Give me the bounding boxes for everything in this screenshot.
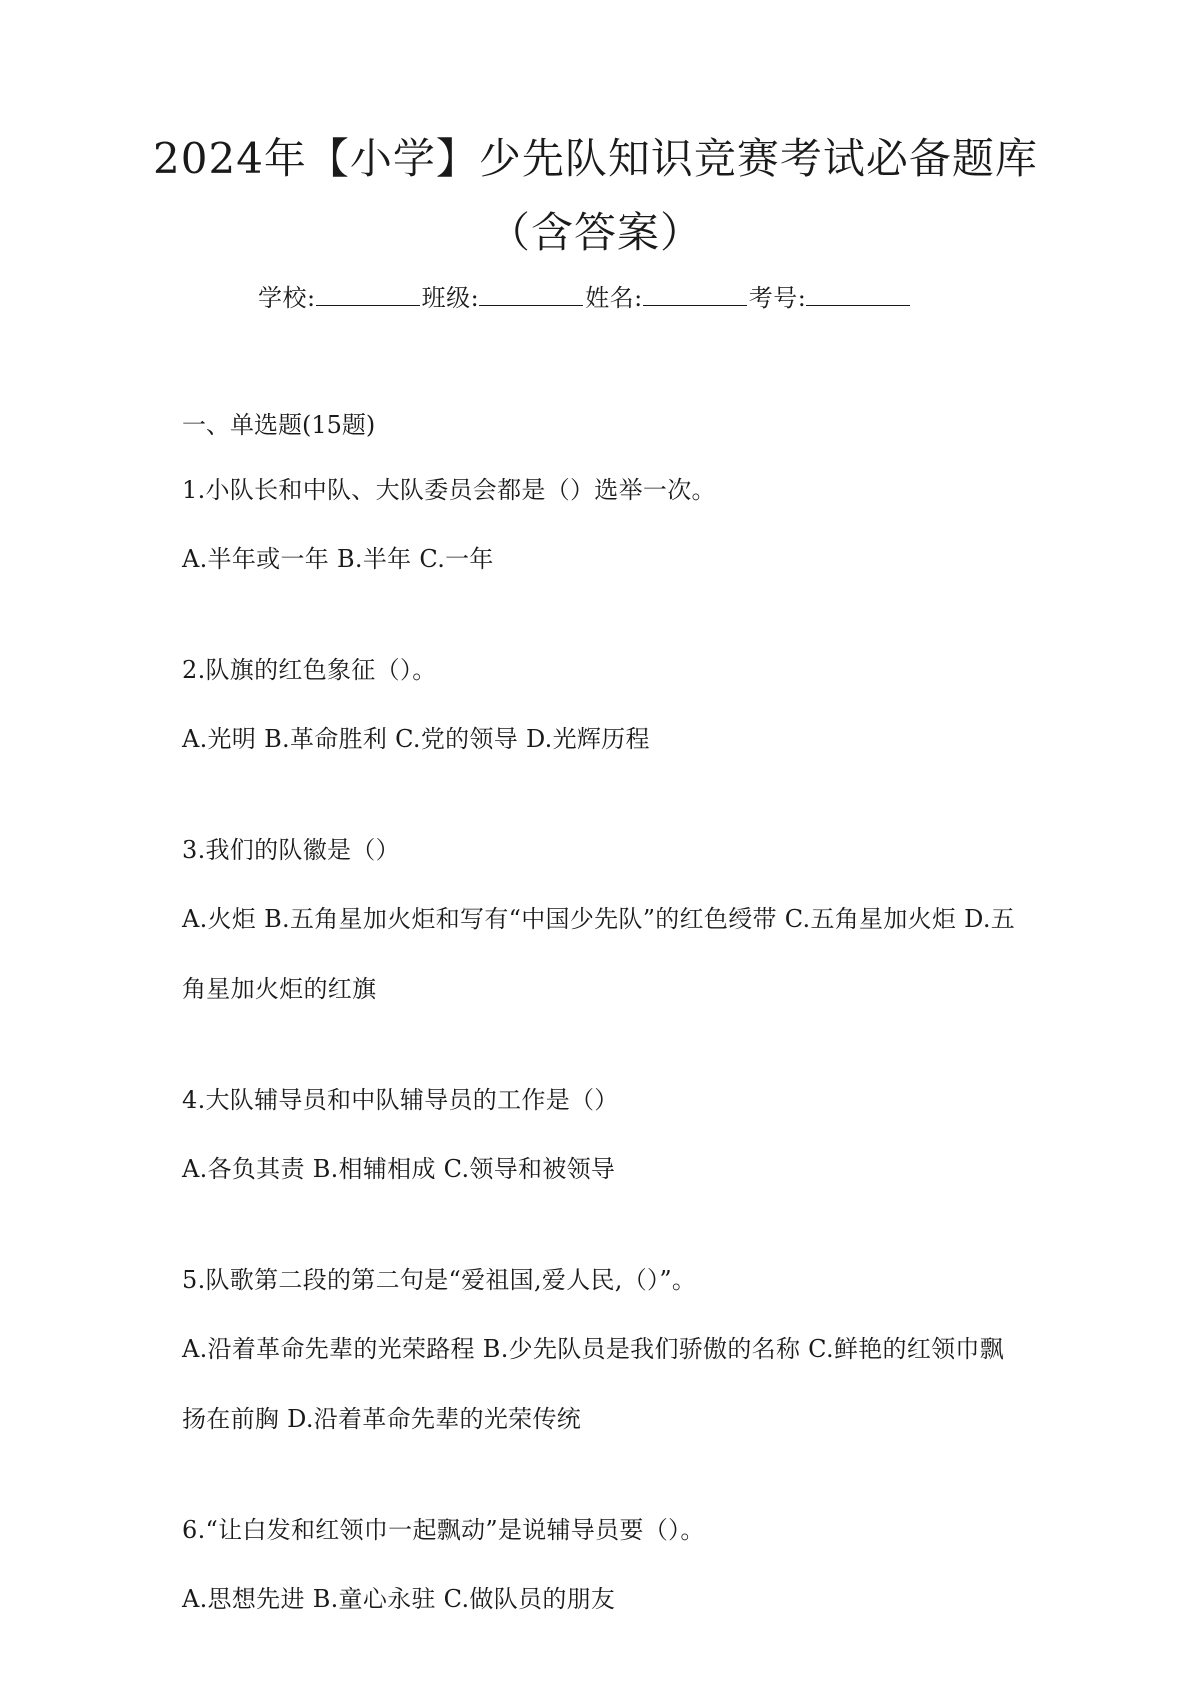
question-stem: 1.小队长和中队、大队委员会都是（）选举一次。 [182,476,716,504]
name-blank [643,283,747,306]
question-stem: 6.“让白发和红领巾一起飘动”是说辅导员要（）。 [182,1516,705,1544]
question-stem: 5.队歌第二段的第二句是“爱祖国,爱人民,（）”。 [182,1266,697,1294]
question-options: A.光明 B.革命胜利 C.党的领导 D.光辉历程 [182,725,650,753]
document-title: 2024年【小学】少先队知识竞赛考试必备题库（含答案） [153,134,1038,257]
exam-no-label: 考号: [748,284,807,312]
question-item [182,642,1020,774]
question-list [182,462,1020,1682]
question-item [182,1072,1020,1204]
question-item [182,822,1020,1024]
exam-no-blank [806,283,910,306]
class-blank [479,283,583,306]
question-item [182,462,1020,594]
name-label: 姓名: [585,284,643,312]
question-options: A.各负其责 B.相辅相成 C.领导和被领导 [182,1155,616,1183]
question-stem: 4.大队辅导员和中队辅导员的工作是（） [182,1086,619,1114]
section-heading: 一、单选题(15题) [182,411,376,439]
question-options: A.火炬 B.五角星加火炬和写有“中国少先队”的红色绶带 C.五角星加火炬 D.五角星加火炬的红旗 [182,905,1016,1003]
school-blank [316,283,420,306]
question-options: A.思想先进 B.童心永驻 C.做队员的朋友 [182,1585,616,1613]
school-label: 学校: [258,284,316,312]
question-item [182,1502,1020,1634]
question-options: A.沿着革命先辈的光荣路程 B.少先队员是我们骄傲的名称 C.鲜艳的红领巾飘扬在前胸 D.沿着革命先辈的光荣传统 [182,1335,1005,1433]
student-info-line [258,278,912,313]
question-item [182,1252,1020,1454]
question-stem: 2.队旗的红色象征（）。 [182,656,437,684]
class-label: 班级: [421,284,480,312]
question-options: A.半年或一年 B.半年 C.一年 [182,545,494,573]
question-stem: 3.我们的队徽是（） [182,836,400,864]
